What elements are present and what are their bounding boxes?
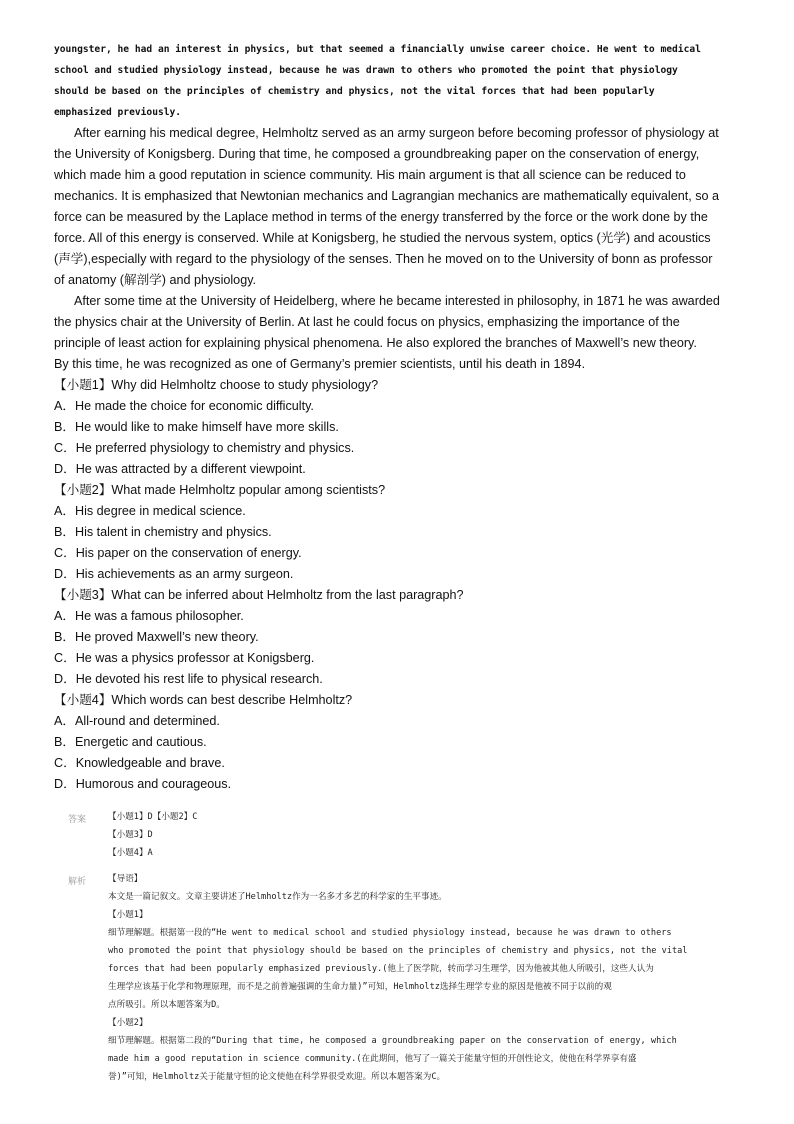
analysis-line: who promoted the point that physiology should be based on the principles of chemistry and physics, not the vital bbox=[108, 946, 688, 956]
question-option: A．He was a famous philosopher. bbox=[54, 609, 244, 623]
question-option: C．He was a physics professor at Konigsberg. bbox=[54, 651, 315, 665]
paragraph-3 bbox=[54, 291, 744, 375]
para2-line: (声学),especially with regard to the physiology of the senses. Then he moved on to the University of bonn as professor bbox=[54, 252, 713, 266]
intro-line: should be based on the principles of chemistry and physics, not the vital forces that had been popularly bbox=[54, 86, 655, 97]
analysis-line: 【小题1】 bbox=[108, 910, 148, 920]
para3-line: After some time at the University of Heidelberg, where he became interested in philosophy, in 1871 he was awarded bbox=[74, 294, 720, 308]
question-stem: 【小题3】What can be inferred about Helmholtz from the last paragraph? bbox=[54, 588, 464, 602]
analysis-line: 生理学应该基于化学和物理原理，而不是之前普遍强调的生命力量)”可知，Helmholtz选择生理学专业的原因是他被不同于以前的观 bbox=[108, 982, 612, 992]
para3-line: the physics chair at the University of Berlin. At last he could focus on physics, emphasizing the importance of the bbox=[54, 315, 680, 329]
para2-line: force. All of this energy is conserved. While at Konigsberg, he studied the nervous system, optics (光学) and acoustics bbox=[54, 231, 711, 245]
answer-line: 【小题3】D bbox=[108, 830, 153, 840]
analysis-line: 本文是一篇记叙文。文章主要讲述了Helmholtz作为一名多才多艺的科学家的生平事迹。 bbox=[108, 892, 447, 902]
analysis-line: 点所吸引。所以本题答案为D。 bbox=[108, 1000, 225, 1010]
para2-line: force can be measured by the Laplace method in terms of the energy transferred by the force or the work done by the bbox=[54, 210, 708, 224]
para2-line: the University of Konigsberg. During that time, he composed a groundbreaking paper on the conservation of energy, bbox=[54, 147, 700, 161]
para2-line: mechanics. It is emphasized that Newtonian mechanics and Lagrangian mechanics are mathematically equivalent, so a bbox=[54, 189, 720, 203]
analysis-line: 誉)”可知，Helmholtz关于能量守恒的论文使他在科学界很受欢迎。所以本题答案为C。 bbox=[108, 1072, 446, 1082]
answer-block bbox=[108, 808, 728, 862]
intro-paragraph bbox=[54, 39, 754, 123]
para3-line: principle of least action for explaining physical phenomena. He also explored the branches of Maxwell’s new theory. bbox=[54, 336, 697, 350]
analysis-line: made him a good reputation in science community.(在此期间，他写了一篇关于能量守恒的开创性论文，使他在科学界享有盛 bbox=[108, 1054, 637, 1064]
analysis-line: forces that had been popularly emphasized previously.(他上了医学院，转而学习生理学，因为他被其他人所吸引，这些人认为 bbox=[108, 964, 654, 974]
question-option: D．His achievements as an army surgeon. bbox=[54, 567, 294, 581]
question-option: B．He proved Maxwell’s new theory. bbox=[54, 630, 259, 644]
questions-block bbox=[54, 375, 744, 795]
question-option: C．He preferred physiology to chemistry and physics. bbox=[54, 441, 355, 455]
question-option: A．He made the choice for economic difficulty. bbox=[54, 399, 314, 413]
analysis-line: 细节理解题。根据第一段的“He went to medical school and studied physiology instead, because he was drawn to others bbox=[108, 928, 672, 938]
question-stem: 【小题1】Why did Helmholtz choose to study physiology? bbox=[54, 378, 379, 392]
para2-line: of anatomy (解剖学) and physiology. bbox=[54, 273, 257, 287]
answer-label: 答案 bbox=[68, 815, 87, 825]
question-stem: 【小题2】What made Helmholtz popular among scientists? bbox=[54, 483, 386, 497]
paragraph-2 bbox=[54, 123, 744, 291]
question-option: A．All-round and determined. bbox=[54, 714, 220, 728]
para2-line: which made him a good reputation in science community. His main argument is that all science can be reduced to bbox=[54, 168, 686, 182]
question-option: C．Knowledgeable and brave. bbox=[54, 756, 225, 770]
question-option: B．Energetic and cautious. bbox=[54, 735, 207, 749]
analysis-block bbox=[108, 870, 728, 1086]
question-option: C．His paper on the conservation of energy. bbox=[54, 546, 302, 560]
question-option: B．He would like to make himself have more skills. bbox=[54, 420, 339, 434]
answer-line: 【小题4】A bbox=[108, 848, 153, 858]
question-option: D．Humorous and courageous. bbox=[54, 777, 232, 791]
para2-line: After earning his medical degree, Helmholtz served as an army surgeon before becoming professor of physiology at bbox=[74, 126, 719, 140]
intro-line: emphasized previously. bbox=[54, 107, 182, 118]
question-option: A．His degree in medical science. bbox=[54, 504, 246, 518]
intro-line: school and studied physiology instead, because he was drawn to others who promoted the point that physiology bbox=[54, 65, 678, 76]
analysis-line: 细节理解题。根据第二段的“During that time, he composed a groundbreaking paper on the conservation of energy, which bbox=[108, 1036, 677, 1046]
question-option: B．His talent in chemistry and physics. bbox=[54, 525, 272, 539]
analysis-line: 【导语】 bbox=[108, 874, 143, 884]
question-stem: 【小题4】Which words can best describe Helmholtz? bbox=[54, 693, 353, 707]
question-option: D．He was attracted by a different viewpoint. bbox=[54, 462, 306, 476]
analysis-label: 解析 bbox=[68, 877, 87, 887]
answer-line: 【小题1】D【小题2】C bbox=[108, 812, 198, 822]
intro-line: youngster, he had an interest in physics, but that seemed a financially unwise career choice. He went to medical bbox=[54, 44, 701, 55]
para3-line: By this time, he was recognized as one of Germany’s premier scientists, until his death in 1894. bbox=[54, 357, 586, 371]
analysis-line: 【小题2】 bbox=[108, 1018, 148, 1028]
question-option: D．He devoted his rest life to physical research. bbox=[54, 672, 323, 686]
